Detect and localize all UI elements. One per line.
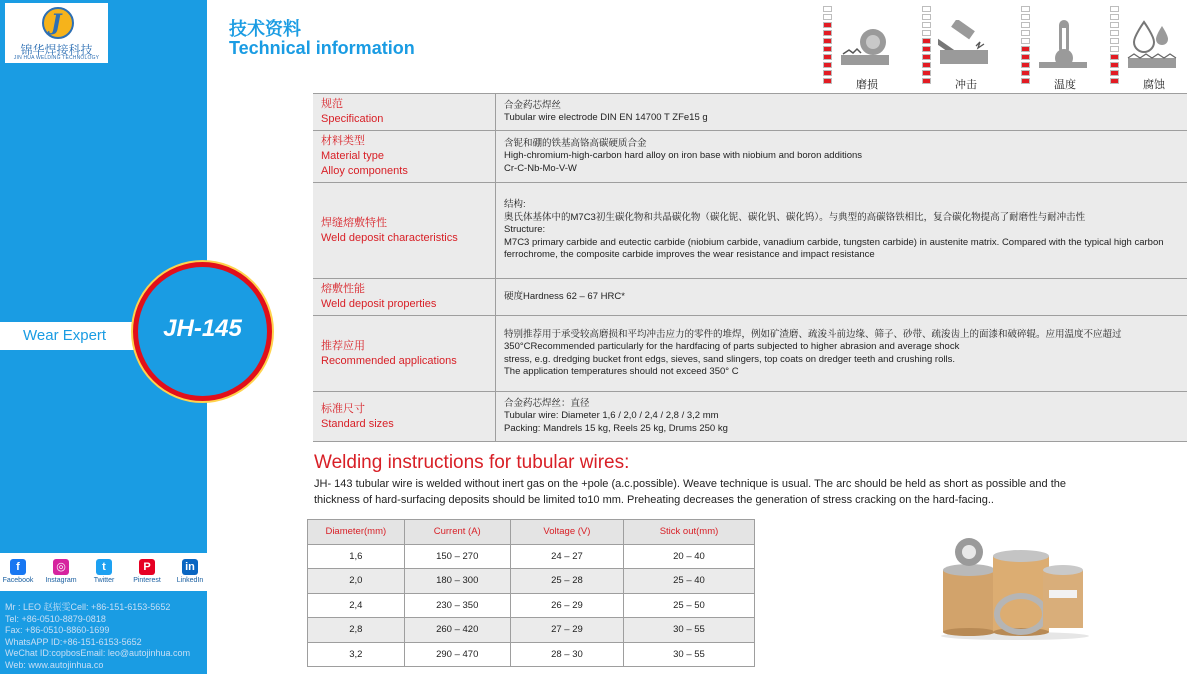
level-segment: [823, 6, 832, 12]
spec-value-line: 合金药芯焊丝: [504, 99, 562, 111]
property-label: 冲击: [955, 78, 977, 91]
social-instagram[interactable]: [39, 557, 83, 584]
level-segment: [823, 22, 832, 28]
contact-line[interactable]: Web: www.autojinhua.co: [5, 659, 104, 670]
property-temperature: [1021, 6, 1105, 92]
spec-key-line: Weld deposit properties: [321, 298, 437, 310]
level-segment: [823, 46, 832, 52]
spec-value-line: High-chromium-high-carbon hard alloy on iron base with niobium and boron additions: [504, 150, 863, 162]
spec-value-line: 奥氏体基体中的M7C3初生碳化物和共晶碳化物（碳化铌、碳化钒、碳化钨）。与典型的高碳铬铁相比，复合碳化物提高了耐磨性与耐冲击性: [504, 211, 1086, 223]
social-label: Instagram: [45, 577, 77, 584]
level-segment: [1110, 78, 1119, 84]
level-segment: [1110, 38, 1119, 44]
params-cell: 26 – 29: [510, 593, 623, 618]
level-segment: [823, 54, 832, 60]
social-label: Twitter: [93, 577, 115, 584]
logo-mark-icon: J: [42, 7, 74, 39]
params-cell: 25 – 50: [623, 593, 754, 618]
level-segment: [1021, 70, 1030, 76]
spec-key-line: 熔敷性能: [321, 283, 365, 295]
spec-value-line: 合金药芯焊丝：直径: [504, 397, 590, 409]
social-pinterest[interactable]: [125, 557, 169, 584]
spec-value-line: The application temperatures should not exceed 350° C: [504, 366, 739, 377]
welding-instructions-title: Welding instructions for tubular wires:: [314, 452, 630, 473]
params-cell: 290 – 470: [404, 642, 510, 667]
spec-key-line: Specification: [321, 113, 384, 125]
params-cell: 28 – 30: [510, 642, 623, 667]
params-row: [308, 569, 755, 594]
level-segment: [922, 54, 931, 60]
level-segment: [823, 38, 832, 44]
page-title-en: Technical information: [229, 38, 415, 58]
temperature-icon: [1037, 20, 1089, 68]
params-header-cell: Voltage (V): [510, 520, 623, 545]
spec-value-line: Cr-C-Nb-Mo-V-W: [504, 162, 577, 174]
params-row: [308, 593, 755, 618]
spec-key: [313, 94, 496, 131]
spec-value-line: 结构:: [504, 199, 526, 211]
params-cell: 24 – 27: [510, 544, 623, 569]
impact-icon: [938, 20, 990, 68]
level-segment: [1021, 54, 1030, 60]
spec-row: [313, 183, 1187, 279]
level-segment: [1110, 30, 1119, 36]
social-linkedin[interactable]: [168, 557, 212, 584]
level-segment: [1021, 6, 1030, 12]
spec-row: [313, 316, 1187, 392]
product-image: [935, 530, 1095, 640]
params-cell: 2,8: [308, 618, 405, 643]
params-cell: 180 – 300: [404, 569, 510, 594]
level-segment: [1021, 22, 1030, 28]
params-cell: 150 – 270: [404, 544, 510, 569]
spec-value-line: Structure:: [504, 224, 546, 236]
contact-line: Tel: +86-0510-8879-0818: [5, 613, 106, 624]
spec-key: [313, 392, 496, 442]
spec-value-line: 350°CRecommended particularly for the hardfacing of parts subjected to higher abrasion and average shock: [504, 341, 960, 352]
params-header-row: [308, 520, 755, 545]
page-title-cn: 技术资料: [229, 19, 301, 40]
params-cell: 20 – 40: [623, 544, 754, 569]
level-segment: [922, 70, 931, 76]
spec-value-line: 硬度Hardness 62 – 67 HRC*: [504, 290, 625, 302]
welding-parameters-table: [307, 519, 755, 667]
level-segment: [1110, 46, 1119, 52]
spec-key: [313, 183, 496, 279]
params-row: [308, 544, 755, 569]
spec-key-line: 标准尺寸: [321, 402, 365, 415]
social-twitter[interactable]: [82, 557, 126, 584]
spec-key-line: 推荐应用: [321, 339, 365, 352]
level-segment: [1021, 46, 1030, 52]
spec-key: [313, 279, 496, 316]
spec-row: [313, 279, 1187, 316]
spec-value-line: Packing: Mandrels 15 kg, Reels 25 kg, Drums 250 kg: [504, 422, 728, 434]
pinterest-icon: P: [139, 559, 155, 575]
level-segment: [1110, 14, 1119, 20]
spec-key-line: 规范: [321, 98, 343, 110]
spec-value-line: Tubular wire electrode DIN EN 14700 T ZFe15 g: [504, 112, 708, 123]
level-segment: [823, 14, 832, 20]
social-label: LinkedIn: [176, 577, 204, 584]
level-segment: [1110, 70, 1119, 76]
params-cell: 30 – 55: [623, 618, 754, 643]
params-header-cell: Diameter(mm): [308, 520, 405, 545]
social-label: Facebook: [2, 577, 34, 584]
level-segment: [1021, 14, 1030, 20]
instagram-icon: ◎: [53, 559, 69, 575]
spec-key: [313, 316, 496, 392]
level-segment: [922, 78, 931, 84]
level-scale: [1110, 6, 1119, 86]
level-segment: [1110, 54, 1119, 60]
spec-key-line: Recommended applications: [321, 354, 457, 367]
contact-line: Fax: +86-0510-8860-1699: [5, 625, 110, 636]
level-segment: [922, 14, 931, 20]
level-segment: [1021, 62, 1030, 68]
params-cell: 25 – 40: [623, 569, 754, 594]
social-facebook[interactable]: [0, 557, 40, 584]
spec-row: [313, 94, 1187, 131]
params-cell: 2,4: [308, 593, 405, 618]
wear-expert-label: Wear Expert: [23, 327, 107, 344]
params-header-cell: Stick out(mm): [623, 520, 754, 545]
property-abrasion: [823, 6, 907, 92]
contact-info: [5, 602, 190, 672]
level-segment: [823, 70, 832, 76]
logo-en-text: JIN HUA WELDING TECHNOLOGY: [13, 55, 100, 61]
spec-key: [313, 131, 496, 183]
level-scale: [1021, 6, 1030, 86]
spec-value-line: stress, e.g. dredging bucket front edgs, sieves, sand slingers, top coats on dredger teeth and crushing rolls.: [504, 353, 955, 365]
level-segment: [1021, 30, 1030, 36]
spec-key-line: Material type: [321, 150, 384, 162]
spec-value-line: 含铌和硼的铁基高铬高碳硬质合金: [504, 137, 647, 149]
level-segment: [1110, 22, 1119, 28]
spec-row: [313, 131, 1187, 183]
spec-value-line: 特别推荐用于承受较高磨损和平均冲击应力的零件的堆焊，例如矿渣磨、疏浚斗前边缘、筛子、砂带、疏浚齿上的面漆和破碎辊。应用温度不应超过: [504, 328, 1122, 340]
params-cell: 27 – 29: [510, 618, 623, 643]
logo-cn-text: 锦华焊接科技: [20, 43, 93, 57]
spec-row: [313, 392, 1187, 442]
spec-value: [496, 183, 1188, 279]
abrasion-icon: [839, 20, 891, 68]
welding-instructions-text: JH- 143 tubular wire is welded without inert gas on the +pole (a.c.possible). Weave technique is usual. The arc should be held as short as possible and the thickness of hard-surfacing deposits should be limited to10 mm. Preheating decreases the generation of stress cracking on the hard-facing..: [314, 478, 1067, 506]
property-impact: [922, 6, 1006, 92]
level-segment: [922, 6, 931, 12]
property-corrosion: [1110, 6, 1194, 92]
level-scale: [823, 6, 832, 86]
spec-value: [496, 316, 1188, 392]
spec-value: [496, 131, 1188, 183]
spec-key-line: Alloy components: [321, 165, 408, 177]
level-segment: [1110, 6, 1119, 12]
level-segment: [823, 30, 832, 36]
spec-key-line: Weld deposit characteristics: [321, 231, 458, 244]
level-segment: [922, 62, 931, 68]
params-cell: 230 – 350: [404, 593, 510, 618]
property-label: 磨损: [856, 78, 878, 91]
company-logo[interactable]: [5, 3, 108, 63]
params-cell: 260 – 420: [404, 618, 510, 643]
params-header-cell: Current (A): [404, 520, 510, 545]
contact-line: WhatsAPP ID:+86-151-6153-5652: [5, 636, 142, 647]
contact-line[interactable]: WeChat ID:copbosEmail: leo@autojinhua.com: [5, 648, 191, 659]
twitter-icon: t: [96, 559, 112, 575]
level-segment: [823, 78, 832, 84]
level-segment: [922, 22, 931, 28]
corrosion-icon: [1126, 20, 1178, 68]
params-row: [308, 642, 755, 667]
spec-key-line: 焊缝熔敷特性: [321, 216, 387, 229]
params-cell: 1,6: [308, 544, 405, 569]
params-row: [308, 618, 755, 643]
level-segment: [922, 30, 931, 36]
params-cell: 25 – 28: [510, 569, 623, 594]
params-cell: 2,0: [308, 569, 405, 594]
spec-key-line: Standard sizes: [321, 417, 394, 430]
level-scale: [922, 6, 931, 86]
spec-value: [496, 392, 1188, 442]
property-label: 腐蚀: [1143, 78, 1165, 91]
spec-value-line: Tubular wire: Diameter 1,6 / 2,0 / 2,4 / 2,8 / 3,2 mm: [504, 410, 719, 422]
property-label: 温度: [1054, 78, 1076, 91]
spec-key-line: 材料类型: [321, 135, 365, 147]
level-segment: [1021, 78, 1030, 84]
level-segment: [823, 62, 832, 68]
contact-line: Mr : LEO 赵振雯Cell: +86-151-6153-5652: [5, 602, 171, 612]
spec-value-line: M7C3 primary carbide and eutectic carbide (niobium carbide, vanadium carbide, tungsten carbide) in austenite matrix. Compared with the typical high carbon ferrochrome, the composite carbide improves the wear resistance and impact resistance: [504, 236, 1164, 261]
level-segment: [1021, 38, 1030, 44]
spec-value: [496, 279, 1188, 316]
linkedin-icon: in: [182, 559, 198, 575]
spec-table: [313, 93, 1187, 442]
level-segment: [1110, 62, 1119, 68]
level-segment: [922, 46, 931, 52]
product-code: JH-145: [163, 315, 242, 342]
params-cell: 30 – 55: [623, 642, 754, 667]
social-label: Pinterest: [133, 577, 161, 584]
level-segment: [922, 38, 931, 44]
params-cell: 3,2: [308, 642, 405, 667]
facebook-icon: f: [10, 559, 26, 575]
spec-value: [496, 94, 1188, 131]
